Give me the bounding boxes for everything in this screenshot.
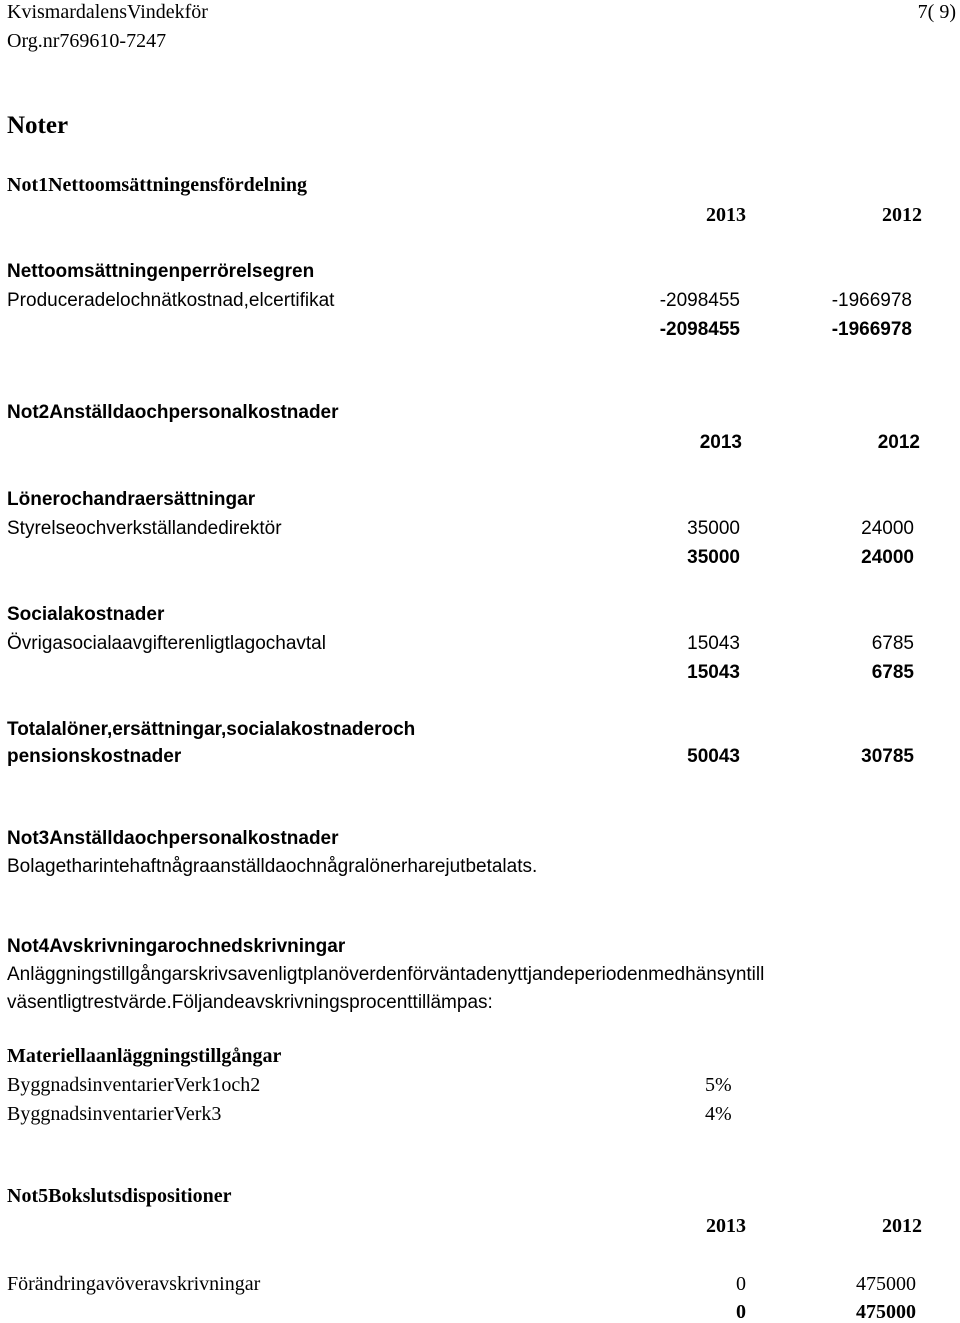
note4-row2-label: ByggnadsinventarierVerk3 — [7, 1103, 222, 1125]
note2-total-label-line2: pensionskostnader — [7, 746, 182, 767]
note4-text-line2: väsentligtrestvärde.Följandeavskrivningsprocenttillämpas: — [7, 992, 493, 1013]
note5-row-label: Förändringavöveravskrivningar — [7, 1273, 261, 1295]
note1-row-label: Produceradelochnätkostnad,elcertifikat — [7, 290, 335, 311]
note5-year-2013: 2013 — [706, 1215, 746, 1237]
note3-text: Bolagetharintehaftnågraanställdaochnågralönerharejutbetalats. — [7, 856, 538, 877]
note2-total-2012: 30785 — [861, 746, 914, 767]
note2-row2-2013: 15043 — [687, 633, 740, 654]
note4-row1-label: ByggnadsinventarierVerk1och2 — [7, 1074, 261, 1096]
note2-sum2-2012: 6785 — [871, 662, 914, 683]
note2-year-2012: 2012 — [877, 432, 920, 453]
note2-row1-2012: 24000 — [861, 518, 914, 539]
note1-row-2013: -2098455 — [659, 290, 740, 311]
note4-heading: Not4Avskrivningarochnedskrivningar — [7, 936, 346, 957]
note2-sum1-2012: 24000 — [861, 547, 914, 568]
page-number: 7( 9) — [917, 1, 956, 23]
note5-year-2012: 2012 — [882, 1215, 922, 1237]
note2-heading: Not2Anställdaochpersonalkostnader — [7, 402, 339, 423]
note2-year-2013: 2013 — [699, 432, 742, 453]
note2-section-social: Socialakostnader — [7, 604, 165, 625]
page-title: Noter — [7, 112, 69, 139]
note2-row2-label: Övrigasocialaavgifterenligtlagochavtal — [7, 633, 326, 654]
note5-row-2013: 0 — [736, 1273, 746, 1295]
note5-row-2012: 475000 — [856, 1273, 916, 1295]
note2-total-label-line1: Totalalöner,ersättningar,socialakostnaderoch — [7, 719, 416, 740]
org-number: Org.nr769610-7247 — [7, 30, 167, 52]
note2-row1-label: Styrelseochverkställandedirektör — [7, 518, 282, 539]
note4-row2-value: 4% — [705, 1103, 732, 1125]
note2-total-2013: 50043 — [687, 746, 740, 767]
note1-row-2012: -1966978 — [831, 290, 912, 311]
note2-sum2-2013: 15043 — [687, 662, 740, 683]
note1-sum-2013: -2098455 — [659, 319, 740, 340]
note2-sum1-2013: 35000 — [687, 547, 740, 568]
company-name: KvismardalensVindekför — [7, 1, 208, 23]
note1-section: Nettoomsättningenperrörelsegren — [7, 261, 315, 282]
note2-section-salaries: Lönerochandraersättningar — [7, 489, 256, 510]
note2-row1-2013: 35000 — [687, 518, 740, 539]
note4-section: Materiellaanläggningstillgångar — [7, 1045, 282, 1067]
note2-row2-2012: 6785 — [871, 633, 914, 654]
note5-sum-2012: 475000 — [856, 1301, 916, 1323]
note1-year-2013: 2013 — [706, 204, 746, 226]
note1-heading: Not1Nettoomsättningensfördelning — [7, 174, 307, 196]
note1-sum-2012: -1966978 — [831, 319, 912, 340]
note5-heading: Not5Bokslutsdispositioner — [7, 1185, 232, 1207]
note4-text-line1: Anläggningstillgångarskrivsavenligtplanöverdenförväntadenyttjandeperiodenmedhänsyntill — [7, 964, 765, 985]
note4-row1-value: 5% — [705, 1074, 732, 1096]
note3-heading: Not3Anställdaochpersonalkostnader — [7, 828, 339, 849]
note1-year-2012: 2012 — [882, 204, 922, 226]
note5-sum-2013: 0 — [736, 1301, 746, 1323]
